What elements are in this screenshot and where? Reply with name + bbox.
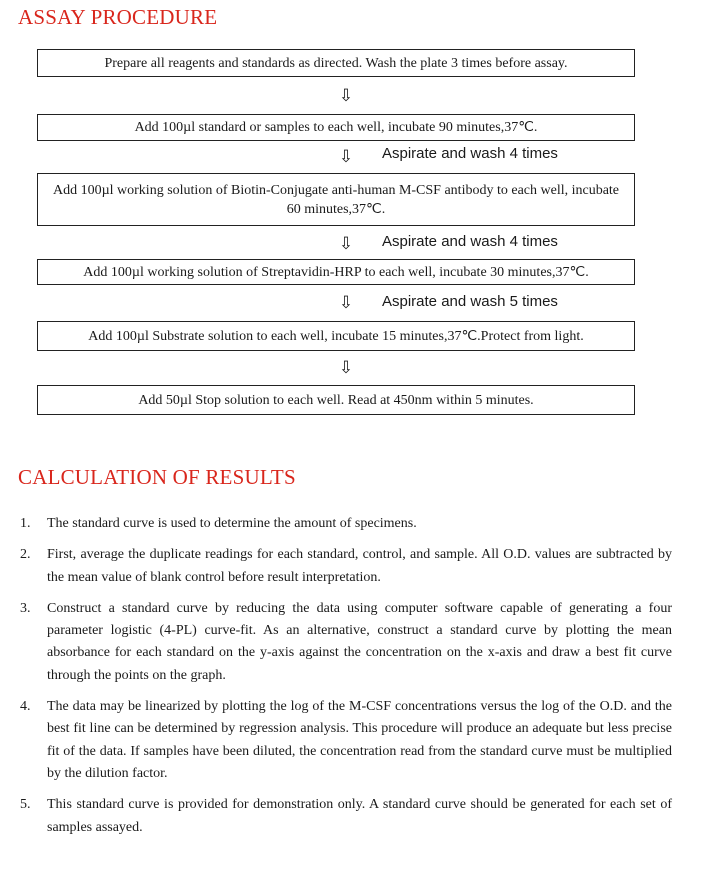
down-arrow-icon: ⇩ (338, 234, 354, 254)
step-box-2: Add 100µl standard or samples to each well, incubate 90 minutes,37℃. (37, 114, 635, 141)
calculation-of-results-heading: CALCULATION OF RESULTS (18, 465, 296, 489)
list-item-number: 1. (20, 516, 31, 531)
list-item-text: Construct a standard curve by reducing the data using computer software capable of generating a four parameter logistic (4-PL) curve-fit. As an alternative, construct a standard curve by plotting the mean absorbance for each standard on the y-axis against the concentration on the x-axis and draw a best fit curve through the points on the graph. (47, 600, 672, 683)
wash-instruction: Aspirate and wash 4 times (382, 145, 558, 162)
down-arrow-icon: ⇩ (338, 147, 354, 167)
wash-instruction: Aspirate and wash 5 times (382, 293, 558, 310)
list-item-text: The standard curve is used to determine the amount of specimens. (47, 516, 417, 531)
list-item-text: The data may be linearized by plotting the log of the M-CSF concentrations versus the log of the O.D. and the best fit line can be determined by regression analysis. This procedure will produce an adequate but less precise fit of the data. If samples have been diluted, the concentration read from the standard curve must be multiplied by the dilution factor. (47, 699, 672, 781)
list-item-text: This standard curve is provided for demonstration only. A standard curve should be generated for each set of samples assayed. (47, 797, 672, 835)
step-box-4: Add 100µl working solution of Streptavidin-HRP to each well, incubate 30 minutes,37℃. (37, 259, 635, 285)
step-box-6: Add 50µl Stop solution to each well. Read at 450nm within 5 minutes. (37, 385, 635, 415)
down-arrow-icon: ⇩ (338, 86, 354, 106)
wash-instruction: Aspirate and wash 4 times (382, 233, 558, 250)
list-item-text: First, average the duplicate readings for each standard, control, and sample. All O.D. values are subtracted by the mean value of blank control before result interpretation. (47, 547, 672, 585)
list-item (20, 544, 672, 589)
list-item (20, 794, 672, 839)
list-item (20, 598, 672, 687)
step-box-3: Add 100µl working solution of Biotin-Conjugate anti-human M-CSF antibody to each well, incubate 60 minutes,37℃. (37, 173, 635, 226)
list-item-number: 4. (20, 699, 31, 715)
list-item (20, 513, 672, 535)
step-box-1: Prepare all reagents and standards as directed. Wash the plate 3 times before assay. (37, 49, 635, 77)
assay-procedure-heading: ASSAY PROCEDURE (18, 5, 218, 29)
step-box-5: Add 100µl Substrate solution to each well, incubate 15 minutes,37℃.Protect from light. (37, 321, 635, 351)
list-item-number: 5. (20, 797, 31, 813)
list-item-number: 3. (20, 600, 31, 616)
down-arrow-icon: ⇩ (338, 293, 354, 313)
results-list (20, 513, 672, 839)
list-item-number: 2. (20, 547, 31, 563)
down-arrow-icon: ⇩ (338, 358, 354, 378)
list-item (20, 696, 672, 785)
